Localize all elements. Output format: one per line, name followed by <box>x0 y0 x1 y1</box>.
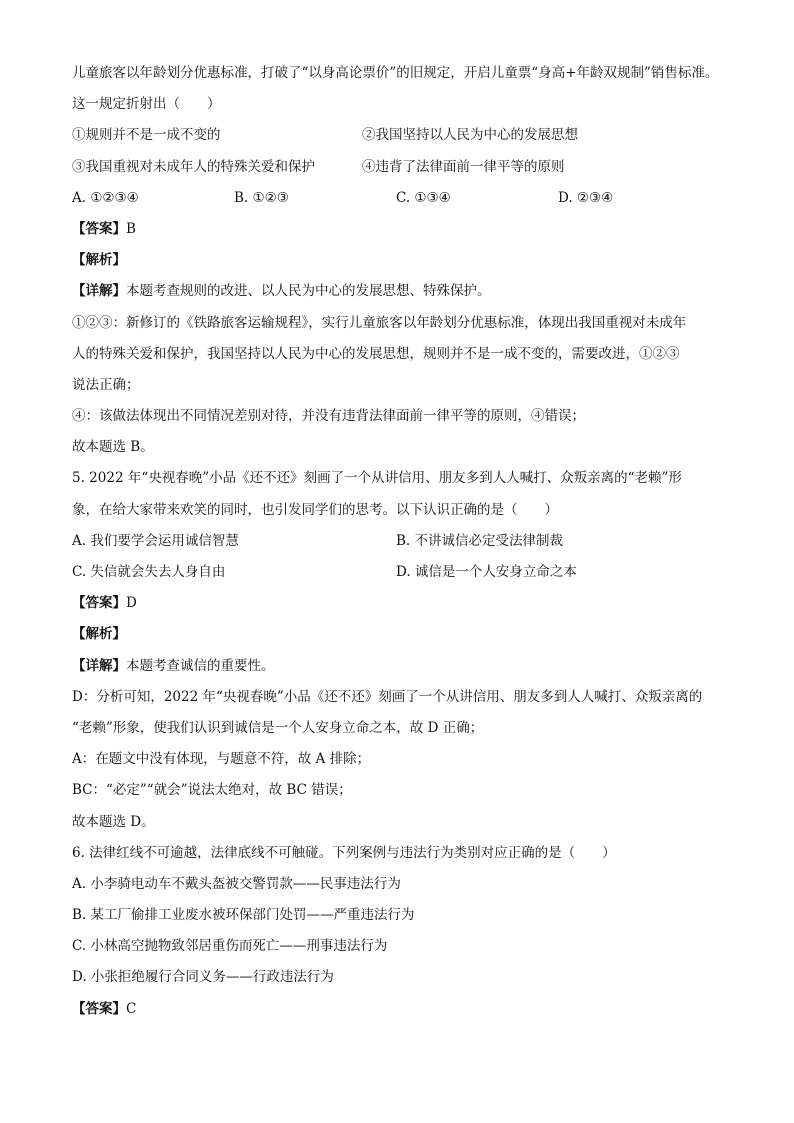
explain-line: D：分析可知，2022 年“央视春晚”小品《还不还》刻画了一个从讲信用、朋友多到人人喊打、众叛亲离的 <box>72 688 703 705</box>
explain-line: ①②③：新修订的《铁路旅客运输规程》，实行儿童旅客以年龄划分优惠标准，体现出我国重视对未成年 <box>72 314 687 331</box>
explain-line: 人的特殊关爱和保护，我国坚持以人民为中心的发展思想，规则并不是一成不变的，需要改进，①②③ <box>72 345 680 362</box>
explain-line: BC：“必定”“就会”说法太绝对，故 BC 错误； <box>72 782 352 799</box>
question-6-answer <box>72 994 732 1025</box>
statement-3: ③我国重视对未成年人的特殊关爱和保护 <box>72 158 315 175</box>
detail-tag: 【详解】 <box>72 657 126 674</box>
explain-line: 说法正确； <box>72 376 140 393</box>
question-5-options-row-1 <box>72 526 732 557</box>
option-c: C. 小林高空抛物致邻居重伤而死亡——刑事违法行为 <box>72 938 388 955</box>
question-5-analysis-tag: 【解析】 <box>72 626 126 643</box>
question-5-options-row-2 <box>72 557 732 588</box>
question-4-answer <box>72 214 732 245</box>
explain-line: ④：该做法体现出不同情况差别对待，并没有违背法律面前一律平等的原则，④错误； <box>72 408 585 425</box>
answer-value: C <box>126 1000 137 1017</box>
explain-line: A：在题文中没有体现，与题意不符，故 A 排除； <box>72 751 371 768</box>
document-page <box>72 58 732 1025</box>
question-4-stem-line-2: 这一规定折射出（ ） <box>72 96 221 113</box>
detail-tag: 【详解】 <box>72 283 126 300</box>
option-a: A. 我们要学会运用诚信智慧 <box>72 532 239 549</box>
option-b: B. ①②③ <box>234 189 289 206</box>
answer-tag: 【答案】 <box>72 595 126 612</box>
option-c: C. 失信就会失去人身自由 <box>72 564 226 580</box>
explain-line: 故本题选 D。 <box>72 813 155 830</box>
question-4-analysis-tag: 【解析】 <box>72 252 126 269</box>
answer-value: B <box>126 220 136 237</box>
question-5-stem-line-2: 象，在给大家带来欢笑的同时，也引发同学们的思考。以下认识正确的是（ ） <box>72 501 558 518</box>
detail-text: 本题考查规则的改进、以人民为中心的发展思想、特殊保护。 <box>126 283 491 300</box>
statement-2: ②我国坚持以人民为中心的发展思想 <box>362 127 578 144</box>
explain-line: 故本题选 B。 <box>72 439 154 456</box>
option-b: B. 不讲诚信必定受法律制裁 <box>396 532 564 549</box>
question-5-stem-line-1: 5. 2022 年“央视春晚”小品《还不还》刻画了一个从讲信用、朋友多到人人喊打、众叛亲离的“老赖”形 <box>72 470 682 487</box>
option-b: B. 某工厂偷排工业废水被环保部门处罚——严重违法行为 <box>72 907 415 924</box>
option-d: D. 诚信是一个人安身立命之本 <box>396 564 577 580</box>
statement-4: ④违背了法律面前一律平等的原则 <box>362 158 565 175</box>
option-c: C. ①③④ <box>396 189 451 206</box>
option-a: A. ①②③④ <box>72 189 139 206</box>
question-4-statements-row-2 <box>72 152 732 183</box>
option-d: D. ②③④ <box>558 189 614 206</box>
question-4-options <box>72 183 732 214</box>
answer-value: D <box>126 595 137 612</box>
question-6-stem: 6. 法律红线不可逾越，法律底线不可触碰。下列案例与违法行为类别对应正确的是（ ） <box>72 844 616 861</box>
answer-tag: 【答案】 <box>72 1000 126 1017</box>
option-a: A. 小李骑电动车不戴头盔被交警罚款——民事违法行为 <box>72 875 401 892</box>
question-4-detail <box>72 276 732 307</box>
option-d: D. 小张拒绝履行合同义务——行政违法行为 <box>72 969 334 986</box>
explain-line: “老赖”形象，使我们认识到诚信是一个人安身立命之本，故 D 正确； <box>72 719 484 736</box>
question-5-answer <box>72 588 732 619</box>
question-5-detail <box>72 651 732 682</box>
detail-text: 本题考查诚信的重要性。 <box>126 657 275 674</box>
question-4-stem-line-1: 儿童旅客以年龄划分优惠标准，打破了“以身高论票价”的旧规定，开启儿童票“身高+年龄双规制”销售标准。 <box>72 65 719 81</box>
statement-1: ①规则并不是一成不变的 <box>72 127 221 144</box>
question-4-statements-row-1 <box>72 120 732 151</box>
answer-tag: 【答案】 <box>72 220 126 237</box>
